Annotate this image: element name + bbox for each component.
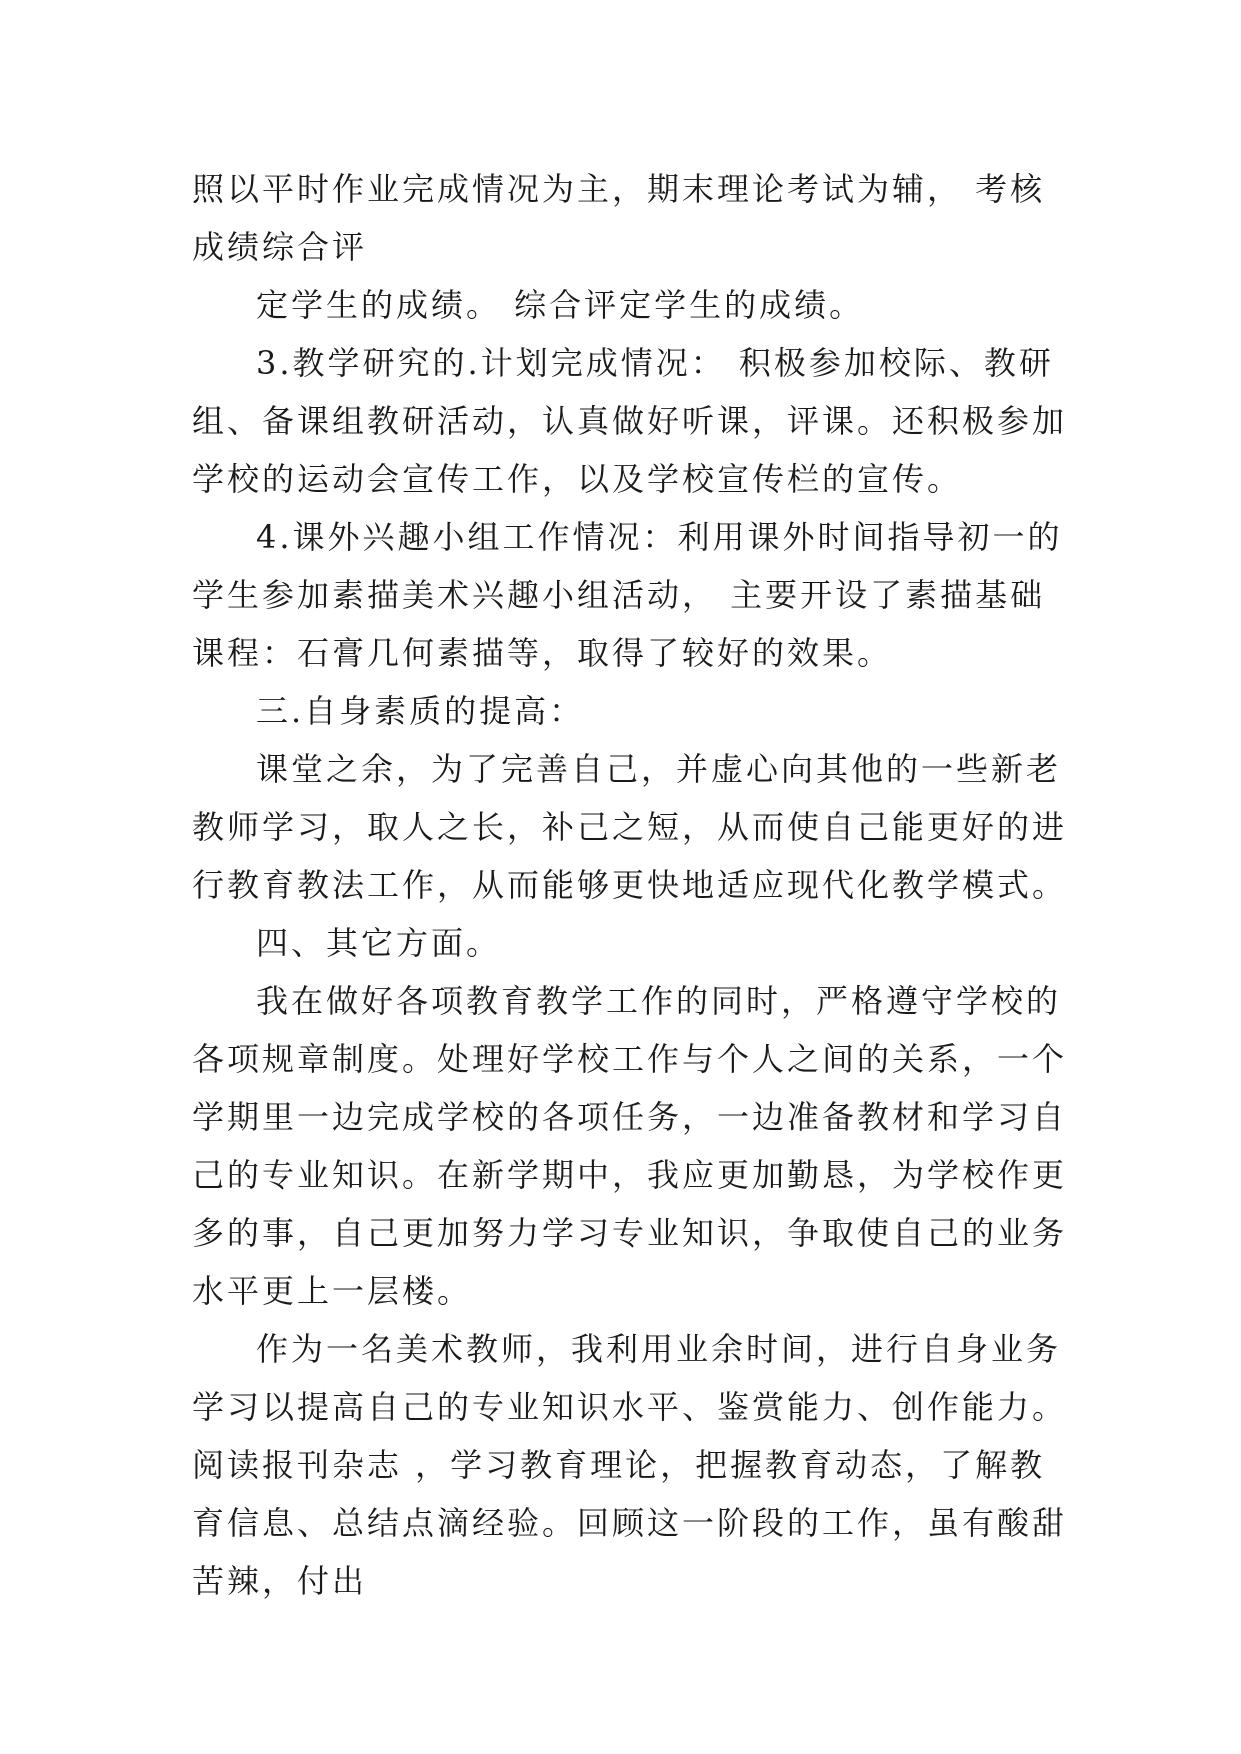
paragraph-4: 4.课外兴趣小组工作情况：利用课外时间指导初一的学生参加素描美术兴趣小组活动， 主要开设了素描基础课程：石膏几何素描等，取得了较好的效果。 [192,518,1063,672]
paragraph-6: 我在做好各项教育教学工作的同时，严格遵守学校的各项规章制度。处理好学校工作与个人之间的关系，一个学期里一边完成学校的各项任务，一边准备教材和学习自己的专业知识。在新学期中，我应更加勤恳，为学校作更多的事，自己更加努力学习专业知识，争取使自己的业务水平更上一层楼。 [192,982,1068,1310]
paragraph-2: 定学生的成绩。 综合评定学生的成绩。 [256,286,865,324]
paragraph-3: 3.教学研究的.计划完成情况： 积极参加校际、教研组、备课组教研活动，认真做好听课，评课。还积极参加学校的运动会宣传工作，以及学校宣传栏的宣传。 [192,344,1068,498]
section-heading-4: 四、其它方面。 [256,924,502,962]
paragraph-1: 照以平时作业完成情况为主，期末理论考试为辅， 考核成绩综合评 [192,170,1046,266]
section-heading-3: 三.自身素质的提高： [256,692,585,730]
document-body [192,160,1072,1610]
paragraph-7: 作为一名美术教师，我利用业余时间，进行自身业务学习以提高自己的专业知识水平、鉴赏能力、创作能力。阅读报刊杂志 ，学习教育理论，把握教育动态，了解教育信息、总结点滴经验。回顾这一阶段的工作，虽有酸甜苦辣，付出 [192,1330,1068,1600]
paragraph-5: 课堂之余，为了完善自己，并虚心向其他的一些新老教师学习，取人之长，补己之短，从而使自己能更好的进行教育教法工作，从而能够更快地适应现代化教学模式。 [192,750,1068,904]
